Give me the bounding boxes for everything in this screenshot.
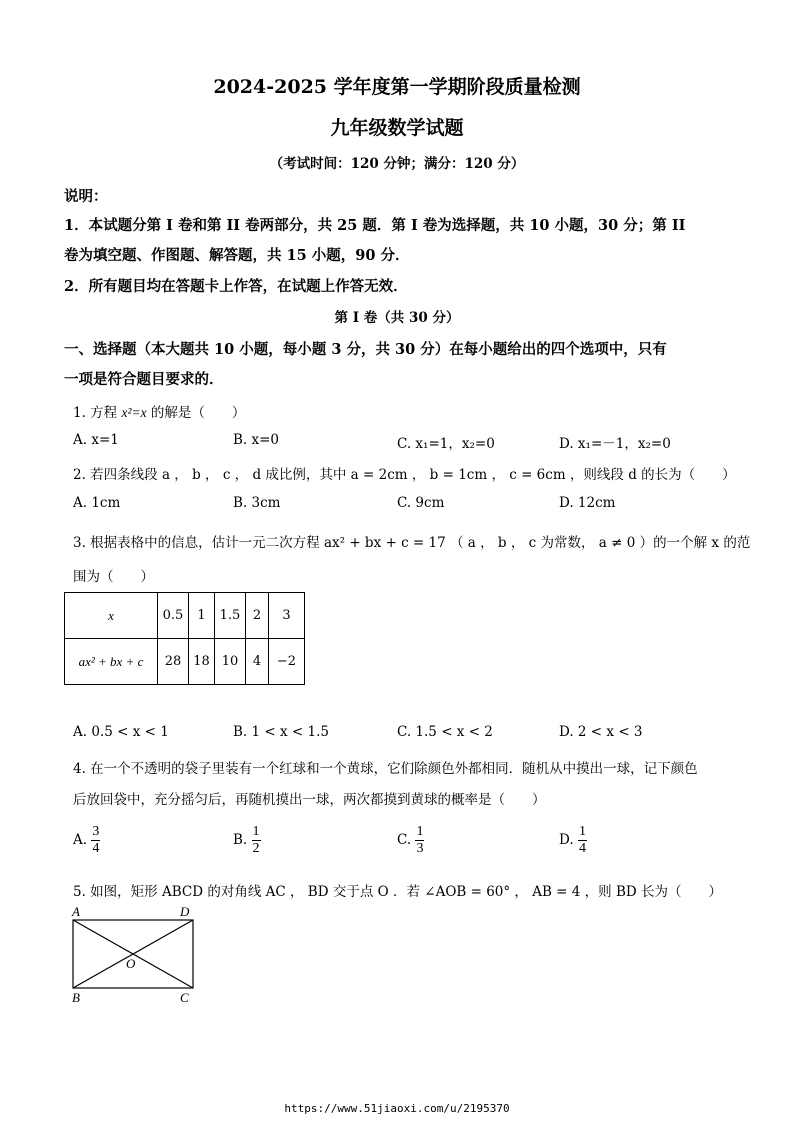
table-cell: 1.5 bbox=[215, 593, 246, 639]
q1-stem-post: 的解是（ ） bbox=[146, 405, 246, 421]
fraction-numerator: 1 bbox=[416, 824, 424, 839]
fraction-denominator: 4 bbox=[578, 841, 586, 856]
table-cell: 10 bbox=[215, 639, 246, 685]
rectangle-abcd-figure bbox=[64, 902, 204, 1006]
table-cell: 2 bbox=[246, 593, 269, 639]
fraction-numerator: 1 bbox=[252, 824, 260, 839]
table-cell: 18 bbox=[189, 639, 215, 685]
q4-option-c bbox=[397, 824, 424, 857]
q2-option-a: A. 1cm bbox=[73, 495, 121, 511]
table-cell: 0.5 bbox=[158, 593, 189, 639]
q1-stem-pre: 1. 方程 bbox=[73, 405, 122, 421]
q4-option-d-label: D. bbox=[559, 832, 574, 848]
vertex-label-c: C bbox=[180, 990, 189, 1005]
q4-option-c-fraction bbox=[415, 824, 424, 857]
q4-option-c-label: C. bbox=[397, 832, 412, 848]
exam-title: 2024-2025 学年度第一学期阶段质量检测 bbox=[213, 76, 581, 98]
question-3-stem-line1: 3. 根据表格中的信息，估计一元二次方程 ax² + bx + c = 17 （ a ， b ， c 为常数， a ≠ 0 ）的一个解 x 的范 bbox=[73, 535, 751, 551]
fraction-numerator: 1 bbox=[578, 824, 586, 839]
q3-option-d: D. 2 < x < 3 bbox=[559, 724, 643, 740]
q3-option-b: B. 1 < x < 1.5 bbox=[233, 724, 329, 740]
q2-option-c: C. 9cm bbox=[397, 495, 445, 511]
fraction-denominator: 4 bbox=[92, 841, 100, 856]
q4-option-d bbox=[559, 824, 587, 857]
q4-option-b bbox=[233, 824, 261, 857]
table-row bbox=[65, 593, 305, 639]
question-4-stem-line2: 后放回袋中，充分摇匀后，再随机摸出一球，两次都摸到黄球的概率是（ ） bbox=[73, 792, 546, 808]
q1-option-c: C. x₁=1，x₂=0 bbox=[397, 436, 495, 452]
instruction-1-line1: 1．本试题分第 I 卷和第 II 卷两部分，共 25 题．第 I 卷为选择题，共 10 小题，30 分；第 II bbox=[64, 217, 686, 234]
volume-title: 第 I 卷（共 30 分） bbox=[334, 310, 460, 326]
q1-equation: x²=x bbox=[121, 405, 147, 420]
part-heading-line2: 一项是符合题目要求的． bbox=[64, 371, 224, 388]
q1-option-b: B. x=0 bbox=[233, 432, 280, 448]
vertex-label-a: A bbox=[72, 904, 80, 919]
table-cell: 3 bbox=[269, 593, 305, 639]
q2-option-d: D. 12cm bbox=[559, 495, 616, 511]
fraction-denominator: 2 bbox=[252, 841, 260, 856]
question-1-stem bbox=[73, 401, 245, 421]
exam-info: （考试时间：120 分钟；满分：120 分） bbox=[269, 156, 525, 172]
q3-option-a: A. 0.5 < x < 1 bbox=[73, 724, 169, 740]
q3-option-c: C. 1.5 < x < 2 bbox=[397, 724, 493, 740]
vertex-label-d: D bbox=[180, 904, 190, 919]
fraction-denominator: 3 bbox=[416, 841, 424, 856]
q4-option-a-label: A. bbox=[73, 832, 88, 848]
q1-option-d: D. x₁=－1，x₂=0 bbox=[559, 436, 671, 452]
q4-option-d-fraction bbox=[578, 824, 587, 857]
instruction-1-line2: 卷为填空题、作图题、解答题，共 15 小题，90 分． bbox=[64, 247, 410, 264]
table-cell: 4 bbox=[246, 639, 269, 685]
q4-option-a-fraction bbox=[91, 824, 100, 857]
fraction-numerator: 3 bbox=[92, 824, 100, 839]
question-2-stem: 2. 若四条线段 a ， b ， c ， d 成比例，其中 a = 2cm ， b = 1cm ， c = 6cm ，则线段 d 的长为（ ） bbox=[73, 467, 736, 483]
exam-subtitle: 九年级数学试题 bbox=[330, 117, 464, 139]
question-5-stem: 5. 如图，矩形 ABCD 的对角线 AC ， BD 交于点 O ．若 ∠AOB = 60° ， AB = 4 ，则 BD 长为（ ） bbox=[73, 884, 722, 900]
table-header-x: x bbox=[65, 593, 158, 639]
instruction-2: 2．所有题目均在答题卡上作答，在试题上作答无效． bbox=[64, 278, 408, 295]
q2-option-b: B. 3cm bbox=[233, 495, 281, 511]
q1-option-a: A. x=1 bbox=[73, 432, 119, 448]
q4-option-a bbox=[73, 824, 100, 857]
table-row bbox=[65, 639, 305, 685]
table-cell: −2 bbox=[269, 639, 305, 685]
center-label-o: O bbox=[126, 956, 136, 971]
part-heading-line1: 一、选择题（本大题共 10 小题，每小题 3 分，共 30 分）在每小题给出的四个选项中，只有 bbox=[64, 341, 667, 358]
table-header-expression: ax² + bx + c bbox=[65, 639, 158, 685]
question-3-stem-line2: 围为（ ） bbox=[73, 569, 154, 585]
table-cell: 1 bbox=[189, 593, 215, 639]
q4-option-b-label: B. bbox=[233, 832, 248, 848]
value-table bbox=[64, 592, 305, 685]
footer-link[interactable]: https://www.51jiaoxi.com/u/2195370 bbox=[284, 1102, 510, 1115]
vertex-label-b: B bbox=[72, 990, 80, 1005]
question-4-stem-line1: 4. 在一个不透明的袋子里装有一个红球和一个黄球，它们除颜色外都相同．随机从中摸出一球，记下颜色 bbox=[73, 761, 698, 777]
q4-option-b-fraction bbox=[252, 824, 261, 857]
table-cell: 28 bbox=[158, 639, 189, 685]
instructions-heading: 说明： bbox=[64, 188, 108, 205]
